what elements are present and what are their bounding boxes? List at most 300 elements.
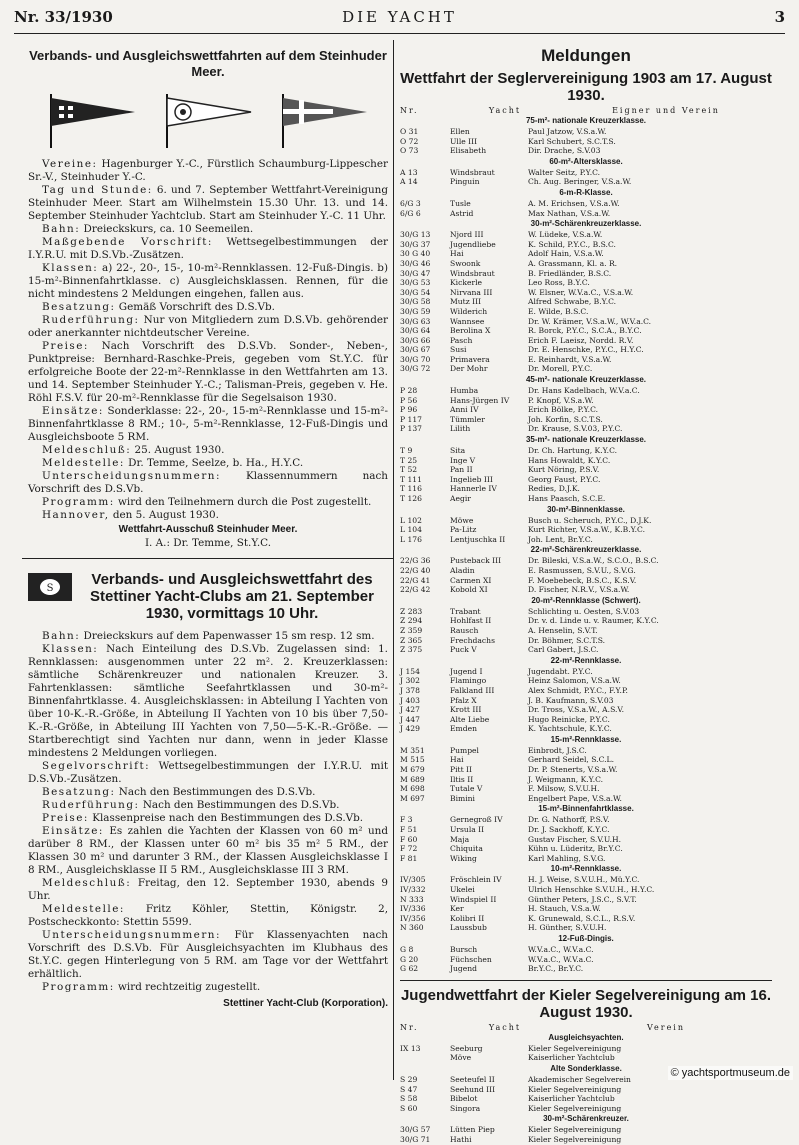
paragraph [28,630,388,643]
class-heading: 75-m²- nationale Kreuzerklasse. [525,116,647,125]
entry-yacht: Ulle III [450,136,478,146]
entry-number: 6/G 3 [400,198,421,208]
entry-owner: Günther Peters, J.S.C., S.V.T. [528,894,637,904]
paragraph-text: Nach Vorschrift des D.S.Vb. Sonder-, Neben-, Punktpreise: Bernhard-Raschke-Preis, gegeben vom St.Y.C. für erfolgreiche Boote der 22-m²-Rennklasse in den Wettfahrten am 13. und 14. September Steinhuder Y.-C.; Talisman-Preis, gegeben v. He. Röhl F.S.V. für 20-m²-Rennklasse für die Segelsaison 1930. [28,340,388,404]
class-heading: Alte Sonderklasse. [550,1063,622,1073]
entry-owner: Paul Jatzow, V.S.a.W. [528,127,607,136]
entry-number: S 58 [400,1094,418,1104]
entry-yacht: Chiquita [450,844,483,854]
entry-number: P 28 [400,386,418,396]
entry-owner: Erich F. Laeisz, Nordd. R.V. [528,335,634,345]
entry-yacht: Pinguin [450,177,480,187]
section-separator [400,980,772,981]
entry-number: J 403 [400,695,420,705]
paragraph-key: Unterscheidungsnummern: [42,470,221,482]
entry-owner: Leo Ross, B.Y.C. [528,278,590,288]
entry-number: F 3 [400,815,413,825]
entry-owner: Einbrodt, J.S.C. [528,745,587,755]
w1-title: Wettfahrt der Seglervereinigung 1903 am 17. August 1930. [400,70,772,104]
entry-number: 30/G 53 [400,278,431,288]
entry-row [400,875,772,885]
entry-owner: Ulrich Henschke S.V.U.H., H.Y.C. [528,885,655,894]
entry-number: 22/G 40 [400,565,431,575]
entry-number: 30/G 57 [400,1125,431,1135]
paragraph [28,981,388,994]
entry-yacht: Mutz III [450,297,482,307]
entry-number: F 72 [400,844,418,854]
entry-number: 6/G 6 [400,208,421,218]
entry-yacht: Lentjuschka II [450,534,506,544]
entry-owner: Karl Mahling, S.V.G. [528,853,606,863]
entry-number: 30/G 70 [400,354,431,364]
paragraph [28,509,388,522]
entry-row [400,288,772,298]
entry-owner: J. Weigmann, K.Y.C. [528,774,604,784]
column-divider [393,40,394,1080]
w1-column-headers [400,106,772,115]
paragraph-text: 25. August 1930. [131,444,225,456]
entry-owner: Dr. Böhmer, S.C.T.S. [528,635,606,645]
entry-row [400,904,772,914]
entry-owner: H. J. Weise, S.V.U.H., Mü.Y.C. [528,875,640,885]
meldungen-heading: Meldungen [541,46,631,65]
entry-owner: Busch u. Scheruch, P.Y.C., D.J.K. [528,515,652,525]
entry-owner: W.V.a.C., W.V.a.C. [528,954,594,964]
entry-row [400,396,772,406]
entry-number: M 351 [400,745,425,755]
paragraph [28,223,388,236]
entry-number: S 47 [400,1084,418,1094]
entry-number: T 116 [400,484,422,494]
entry-number [400,1053,450,1063]
entry-row [400,525,772,535]
entry-number: N 333 [400,894,424,904]
entry-owner: Kaiserlicher Yachtclub [528,1053,615,1063]
magazine-title: DIE YACHT [342,8,457,26]
entry-row [400,345,772,355]
entry-row [400,1125,772,1135]
paragraph [28,444,388,457]
entry-number: Z 365 [400,635,423,645]
entry-number: IV/336 [400,904,426,914]
class-heading: 30-m²-Binnenklasse. [547,504,625,514]
entry-yacht: Wannsee [450,316,485,326]
paragraph-text: Dreieckskurs auf dem Papenwasser 15 sm resp. 12 sm. [80,630,375,642]
entry-owner: Dr. v. d. Linde u. v. Raumer, K.Y.C. [528,616,659,626]
entry-row [400,230,772,240]
paragraph-key: Tag und Stunde: [42,184,153,196]
entry-row [400,636,772,646]
paragraph-text: Wettsegelbestimmungen der I.Y.R.U. mit D.S.Vb.-Zusätzen. [28,760,388,785]
class-heading: 35-m²- nationale Kreuzerklasse. [525,435,647,445]
paragraph-key: Ruderführung: [42,799,140,811]
entry-yacht: Ker [450,904,464,914]
entry-number: 30/G 66 [400,335,431,345]
right-column [400,44,772,1144]
entry-row [400,607,772,617]
entry-owner: Kieler Segelvereinigung [528,1125,622,1135]
entry-yacht: Jugend [450,964,478,974]
entry-number: 30/G 67 [400,345,431,355]
entry-number: Z 375 [400,645,423,655]
entry-owner: Engelbert Pape, V.S.a.W. [528,793,622,803]
entry-owner: Jugendabt. P.Y.C. [528,666,593,676]
entry-row [400,705,772,715]
entry-owner: Adolf Hain, V.S.a.W. [528,249,604,259]
col-yacht: Yacht [488,106,522,115]
entry-owner: K. Grunewald, S.C.L., R.S.V. [528,913,636,923]
entry-owner: Redies, D.J.K. [528,484,580,494]
col-nr: Nr. [400,1022,419,1032]
entry-yacht: Tutale V [450,784,483,794]
entry-yacht: Seeteufel II [450,1074,495,1084]
entry-yacht: Frechdachs [450,635,495,645]
entry-row [400,755,772,765]
paragraph-text: a) 22-, 20-, 15-, 10-m²-Rennklassen. 12-Fuß-Dingis. b) 15-m²-Binnenfahrtklasse. c) Ausgleichsklassen. Rennen, für die nicht mindestens 2 Meldungen eingehen, fallen aus. [28,262,388,300]
entry-row [400,784,772,794]
entry-yacht: Njord III [450,230,484,240]
entry-row [400,199,772,209]
paragraph-text: 6. und 7. September Wettfahrt-Vereinigung Steinhuder Meer. Start am Wilhelmstein 15.30 Uhr. 13. und 14. September Steinhuder Yachtclub. Start am Steinhuder Y.-C. 11 Uhr. [28,184,388,222]
entry-number: T 9 [400,446,413,456]
entry-row [400,626,772,636]
paragraph-key: Vereine: [42,158,98,170]
entry-owner: P. Knopf, V.S.a.W. [528,395,594,405]
entry-number: IV/305 [400,875,426,885]
entry-owner: J. B. Kaufmann, S.V.03 [528,695,614,705]
entry-owner: Dr. Ch. Hartung, K.Y.C. [528,446,618,456]
entry-yacht: Astrid [450,208,474,218]
paragraph [28,877,388,903]
entry-yacht: Windspiel II [450,894,497,904]
entry-yacht: Windsbraut [450,167,495,177]
entry-number: T 52 [400,465,418,475]
entry-row [400,475,772,485]
entry-number: T 111 [400,474,422,484]
entry-number: P 117 [400,414,423,424]
entry-number: 30/G 58 [400,297,431,307]
entry-owner: W.V.a.C., W.V.a.C. [528,944,594,954]
entry-yacht: Gernegroß IV [450,815,503,825]
entry-row [400,1085,772,1095]
paragraph-key: Einsätze: [42,405,104,417]
col-nr: Nr. [400,106,419,115]
entry-yacht: Kobold XI [450,585,488,595]
entry-yacht: Wilderich [450,306,488,316]
stettin-header [28,567,388,624]
entry-yacht: Humba [450,386,479,396]
entry-yacht: Kickerle [450,278,483,288]
paragraph-text: Nur von Mitgliedern zum D.S.Vb. gehörender oder anerkannter nichtdeutscher Vereine. [28,314,388,339]
entry-owner: E. Rasmussen, S.V.U., S.V.G. [528,565,636,575]
entry-number: 30/G 71 [400,1134,431,1144]
paragraph-text: Es zahlen die Yachten der Klassen von 60 m² und darüber 8 RM., der Klassen unter 60 m² bis 35 m² 5 RM., der Klassen 30 m² und darunter 3 RM., der Klassen Ausgleichsklasse I 8 RM., Ausgleichsklasse II 5 RM., Ausgleichsklasse III 3 RM. [28,825,388,876]
class-heading: 15-m²-Binnenfahrtklasse. [538,804,634,814]
entry-row [400,386,772,396]
entry-row [400,297,772,307]
entry-number: 30/G 37 [400,239,431,249]
entry-owner: Kieler Segelvereinigung [528,1043,622,1053]
entry-yacht: Berolina X [450,326,491,336]
entry-row [400,307,772,317]
entry-owner: Dr. Bileski, V.S.a.W., S.C.O., B.S.C. [528,556,659,566]
paragraph [28,643,388,760]
entry-yacht: Primavera [450,354,490,364]
entry-row [400,484,772,494]
entry-yacht: Hai [450,249,464,259]
entry-yacht: Tümmler [450,414,485,424]
entry-row [400,556,772,566]
paragraph-key: Segelvorschrift: [42,760,151,772]
entry-number: F 51 [400,825,418,835]
paragraph-text: Dr. Temme, Seelze, b. Ha., H.Y.C. [124,457,304,469]
entry-yacht: Pa-Litz [450,525,477,535]
entry-yacht: Aegir [450,494,471,503]
entry-yacht: Hans-Jürgen IV [450,395,510,405]
entry-row [400,914,772,924]
entry-owner: Kurt Richter, V.S.a.W., K.B.Y.C. [528,525,646,535]
entry-yacht: Bibelot [450,1094,478,1104]
svg-text:S: S [46,583,54,594]
entry-number: IV/356 [400,913,426,923]
entry-row [400,209,772,219]
entry-yacht: Füchschen [450,954,492,964]
entry-owner: Dr. Morell, P.Y.C. [528,364,593,374]
entry-row [400,885,772,895]
entry-row [400,566,772,576]
entry-number: 30 G 40 [400,249,431,259]
paragraph-text: Klassenpreise nach den Bestimmungen des D.S.Vb. [88,812,364,824]
entry-yacht: Ellen [450,127,470,136]
entry-owner: Dr. Tross, V.S.a.W., A.S.V. [528,705,624,715]
entry-yacht: Seehund III [450,1084,496,1094]
paragraph-key: Meldestelle: [42,457,125,469]
entry-number: J 378 [400,685,420,695]
paragraph-key: Meldestelle: [42,903,125,915]
entry-row [400,945,772,955]
paragraph [28,262,388,301]
entry-row [400,676,772,686]
entry-row [400,1135,772,1145]
entry-row [400,775,772,785]
entry-row [400,576,772,586]
entry-number: S 29 [400,1074,418,1084]
paragraph [28,799,388,812]
entry-yacht: Iltis II [450,774,474,784]
entry-yacht: Bimini [450,793,475,803]
entry-row [400,168,772,178]
entry-row [400,127,772,137]
entry-row [400,516,772,526]
entry-row [400,249,772,259]
entry-row [400,336,772,346]
entry-number: 22/G 41 [400,575,431,585]
header-rule [14,33,785,34]
entry-row [400,686,772,696]
paragraph-key: Meldeschluß: [42,877,132,889]
entry-number: M 515 [400,755,425,765]
entry-owner: Heinz Salomon, V.S.a.W. [528,676,621,686]
entry-owner: Dr. Krause, S.V.03, P.Y.C. [528,424,623,434]
entry-row [400,645,772,655]
entry-yacht: Alte Liebe [450,714,490,724]
entry-number: F 81 [400,853,418,863]
entry-number: L 104 [400,525,422,535]
entry-owner: B. Friedländer, B.S.C. [528,268,612,278]
entry-row [400,724,772,734]
entry-row [400,765,772,775]
col-owner: Verein [646,1022,686,1032]
stettin-club-flag-icon [28,573,72,601]
entry-row [400,415,772,425]
entry-owner: E. Wilde, B.S.C. [528,306,589,316]
steinhude-signature-org: Wettfahrt-Ausschuß Steinhuder Meer. [118,524,298,535]
entry-number: T 25 [400,455,418,465]
entry-row [400,667,772,677]
class-heading: 22-m²-Schärenkreuzerklasse. [530,545,642,555]
entry-row [400,815,772,825]
entry-yacht: Maja [450,834,470,844]
class-heading: 45-m²- nationale Kreuzerklasse. [525,375,647,385]
paragraph-text: Für Klassenyachten nach Vorschrift des D.S.Vb. Für Ausgleichsyachten im Klubhaus des St.Y.C. gegen Hinterlegung von 5 RM. am Tage vor der Wettfahrt erhältlich. [28,929,388,980]
stettin-signature: Stettiner Yacht-Club (Korporation). [223,998,388,1009]
entry-yacht: Jugendliebe [450,239,496,249]
paragraph [28,825,388,877]
entry-row [400,844,772,854]
entry-owner: Dr. P. Stenerts, V.S.a.W. [528,765,618,775]
paragraph [28,158,388,184]
paragraph [28,929,388,981]
entry-number: G 8 [400,944,414,954]
entry-yacht: Sita [450,446,466,456]
paragraph-text: Wettsegelbestimmungen der I.Y.R.U. mit D.S.Vb.-Zusätzen. [28,236,388,261]
entry-yacht: Kolibri II [450,913,485,923]
w2-title: Jugendwettfahrt der Kieler Segelvereinigung am 16. August 1930. [400,986,772,1021]
entry-owner: Ch. Aug. Beringer, V.S.a.W. [528,177,632,187]
paragraph-key: Besatzung: [42,786,116,798]
entry-row [400,465,772,475]
entry-row [400,424,772,434]
entry-owner: Karl Schubert, S.C.T.S. [528,136,616,146]
entry-row [400,746,772,756]
entry-row [400,446,772,456]
entry-owner: Kühn u. Lüderitz, Br.Y.C. [528,844,623,854]
entry-number: T 126 [400,494,422,503]
entry-number: J 429 [400,724,420,734]
entry-owner: W. Lüdeke, V.S.a.W. [528,230,603,240]
entry-row [400,1044,772,1054]
paragraph [28,301,388,314]
entry-row [400,405,772,415]
entry-number: 22/G 42 [400,585,431,595]
entry-row [400,494,772,504]
paragraph-key: Programm: [42,496,115,508]
entry-number: 30/G 46 [400,258,431,268]
entry-yacht: Flamingo [450,676,487,686]
entry-number: Z 283 [400,606,423,616]
entry-yacht: Anni IV [450,405,479,415]
paragraph [28,184,388,223]
class-heading: 30-m²-Schärenkreuzerklasse. [530,219,642,229]
entry-owner: Alex Schmidt, P.Y.C., F.Y.P. [528,685,628,695]
class-heading: 30-m²-Schärenkreuzer. [543,1114,629,1124]
entry-row [400,177,772,187]
entry-owner: Carl Gabert, J.S.C. [528,645,599,655]
entry-owner: Joh. Korfin, S.C.T.S. [528,414,603,424]
paragraph [28,236,388,262]
entry-yacht: Falkland III [450,685,495,695]
paragraph-text: Nach den Bestimmungen des D.S.Vb. [115,786,316,798]
entry-yacht: Pasch [450,335,473,345]
entry-owner: Dr. Hans Kadelbach, W.V.a.C. [528,386,640,396]
entry-number: Z 294 [400,616,423,626]
entry-owner: F. Milsow, S.V.U.H. [528,784,600,794]
entry-row [400,835,772,845]
paragraph-text: Freitag, den 12. September 1930, abends 9 Uhr. [28,877,388,902]
entry-yacht: Elisabeth [450,146,487,156]
paragraph-text: wird rechtzeitig zugestellt. [114,981,261,993]
paragraph-key: Unterscheidungsnummern: [42,929,221,941]
stettin-body [28,630,388,994]
entry-yacht: Pfalz X [450,695,477,705]
entry-yacht: Singora [450,1103,481,1113]
entry-row [400,269,772,279]
paragraph-text: Klassennummern nach Vorschrift des D.S.Vb. [28,470,388,495]
entry-yacht: Pusteback III [450,556,502,566]
entry-row [400,535,772,545]
col-yacht: Yacht [488,1022,522,1032]
entry-owner: Kieler Segelvereinigung [528,1084,622,1094]
paragraph [28,812,388,825]
entry-number: J 302 [400,676,420,686]
entry-row [400,240,772,250]
schaumburg-flag-icon [163,94,253,148]
entry-yacht: Hannerle IV [450,484,497,494]
paragraph-key: Einsätze: [42,825,104,837]
paragraph-text: wird den Teilnehmern durch die Post zugestellt. [114,496,372,508]
entry-owner: H. Günther, S.V.U.H. [528,923,607,933]
entry-yacht: Swoonk [450,258,481,268]
class-heading: 60-m²-Altersklasse. [549,156,623,166]
paragraph [28,457,388,470]
watermark: © yachtsportmuseum.de [668,1066,793,1080]
entry-owner: Erich Bölke, P.Y.C. [528,405,599,415]
entry-row [400,278,772,288]
entry-row [400,259,772,269]
entry-number: S 60 [400,1103,418,1113]
entry-number: O 72 [400,136,419,146]
hagenburger-flag-icon [47,94,137,148]
entry-owner: W. Elsner, W.V.a.C., V.S.a.W. [528,287,634,297]
entry-owner: Kieler Segelvereinigung [528,1103,622,1113]
entry-owner: Akademischer Segelverein [528,1074,631,1084]
entry-number: 30/G 72 [400,364,431,374]
entry-row [400,616,772,626]
entry-number: P 137 [400,424,423,434]
entry-number: A 14 [400,177,418,187]
entry-yacht: Carmen XI [450,575,492,585]
paragraph-text: Sonderklasse: 22-, 20-, 15-m²-Rennklasse und 15-m²-Binnenfahrtklasse 8 RM.; 10-, 5-m²-Rennklasse, 12-Fuß-Dingis und Ausgleichsboote 5 RM. [28,405,388,443]
entry-number: P 56 [400,395,418,405]
w2-entries [400,1033,772,1145]
entry-number: M 689 [400,774,425,784]
w2-column-headers [400,1023,772,1032]
entry-number: G 62 [400,964,419,974]
entry-yacht: Der Mohr [450,364,488,374]
entry-owner: A. M. Erichsen, V.S.a.W. [528,198,620,208]
entry-number: M 697 [400,793,425,803]
entry-yacht: Hai [450,755,464,765]
